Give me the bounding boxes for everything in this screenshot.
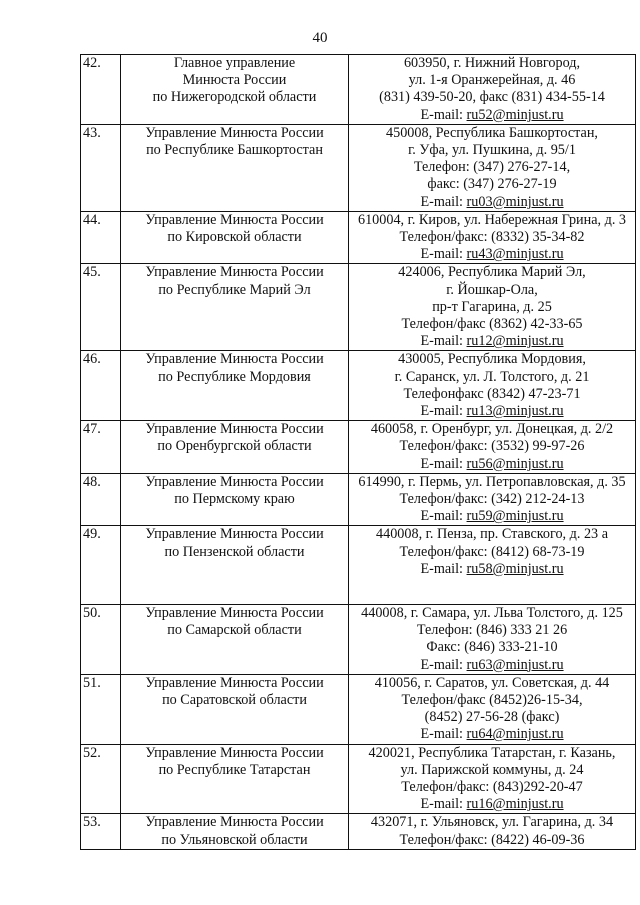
email-label: E-mail: bbox=[420, 403, 463, 420]
contact-line: 450008, Республика Башкортостан, bbox=[386, 124, 598, 141]
office-name-line: Управление Минюста России bbox=[145, 351, 324, 368]
email-line bbox=[351, 657, 633, 674]
email-label: E-mail: bbox=[420, 508, 463, 525]
contact-cell bbox=[349, 674, 636, 744]
office-name-line: по Нижегородской области bbox=[152, 89, 317, 106]
contact-line: Телефон/факс: (8412) 68-73-19 bbox=[399, 543, 585, 560]
contact-line: факс: (347) 276-27-19 bbox=[427, 176, 557, 193]
contact-cell bbox=[349, 55, 636, 125]
table-row bbox=[81, 814, 636, 849]
email-link[interactable]: ru52@minjust.ru bbox=[466, 106, 564, 123]
row-number: 47. bbox=[81, 421, 121, 474]
office-name-cell bbox=[121, 814, 349, 849]
office-name-line: по Республике Марий Эл bbox=[158, 281, 311, 298]
contact-line: 440008, г. Самара, ул. Льва Толстого, д. 125 bbox=[361, 604, 623, 621]
contact-line: Телефонфакс (8342) 47-23-71 bbox=[403, 385, 581, 402]
contact-line: Телефон: (347) 276-27-14, bbox=[413, 159, 571, 176]
table-row bbox=[81, 473, 636, 526]
table-row bbox=[81, 351, 636, 421]
office-name-line: Управление Минюста России bbox=[145, 526, 324, 543]
contact-cell bbox=[349, 526, 636, 604]
office-name-cell bbox=[121, 674, 349, 744]
row-number: 49. bbox=[81, 526, 121, 604]
table-row bbox=[81, 264, 636, 351]
office-name-cell bbox=[121, 351, 349, 421]
email-line bbox=[351, 796, 633, 813]
office-name-line: Минюста России bbox=[182, 72, 287, 89]
office-name-line: по Пермскому краю bbox=[174, 491, 295, 508]
row-number: 44. bbox=[81, 211, 121, 264]
email-link[interactable]: ru64@minjust.ru bbox=[466, 726, 564, 743]
table-row bbox=[81, 211, 636, 264]
office-name-cell bbox=[121, 604, 349, 674]
directory-table bbox=[80, 54, 636, 850]
table-row bbox=[81, 55, 636, 125]
office-name-line: Управление Минюста России bbox=[145, 814, 324, 831]
email-line bbox=[351, 403, 633, 420]
contact-line: 603950, г. Нижний Новгород, bbox=[403, 55, 581, 71]
contact-line: г. Саранск, ул. Л. Толстого, д. 21 bbox=[394, 368, 590, 385]
email-label: E-mail: bbox=[420, 246, 463, 263]
office-name-line: по Республике Мордовия bbox=[158, 368, 311, 385]
contact-line: Телефон/факс: (843)292-20-47 bbox=[401, 778, 583, 795]
office-name-line: по Самарской области bbox=[167, 622, 302, 639]
directory-table-body bbox=[81, 55, 636, 850]
office-name-line: Управление Минюста России bbox=[145, 421, 324, 438]
email-label: E-mail: bbox=[420, 455, 463, 472]
row-number: 45. bbox=[81, 264, 121, 351]
contact-line: ул. 1-я Оранжерейная, д. 46 bbox=[408, 72, 576, 89]
contact-line: 614990, г. Пермь, ул. Петропавловская, д. 35 bbox=[358, 473, 626, 490]
contact-line: 424006, Республика Марий Эл, bbox=[398, 264, 586, 281]
email-label: E-mail: bbox=[420, 796, 463, 813]
office-name-cell bbox=[121, 473, 349, 526]
row-number: 42. bbox=[81, 55, 121, 125]
row-number: 46. bbox=[81, 351, 121, 421]
email-link[interactable]: ru59@minjust.ru bbox=[466, 508, 564, 525]
office-name-line: Управление Минюста России bbox=[145, 264, 324, 281]
contact-line: (8452) 27-56-28 (факс) bbox=[424, 709, 560, 726]
table-row bbox=[81, 674, 636, 744]
email-label: E-mail: bbox=[420, 333, 463, 350]
email-link[interactable]: ru13@minjust.ru bbox=[466, 403, 564, 420]
contact-line: ул. Парижской коммуны, д. 24 bbox=[400, 761, 584, 778]
page-number: 40 bbox=[312, 30, 328, 46]
office-name-line: Управление Минюста России bbox=[145, 473, 324, 490]
contact-line: пр-т Гагарина, д. 25 bbox=[432, 298, 552, 315]
contact-line: Телефон/факс (8452)26-15-34, bbox=[401, 691, 583, 708]
contact-cell bbox=[349, 211, 636, 264]
contact-line: 432071, г. Ульяновск, ул. Гагарина, д. 34 bbox=[370, 814, 614, 831]
email-line bbox=[351, 508, 633, 525]
contact-line: Телефон/факс: (342) 212-24-13 bbox=[399, 491, 585, 508]
email-line bbox=[351, 194, 633, 211]
email-label: E-mail: bbox=[420, 656, 463, 673]
office-name-line: Главное управление bbox=[173, 55, 296, 71]
office-name-line: Управление Минюста России bbox=[145, 674, 324, 691]
contact-line: 460058, г. Оренбург, ул. Донецкая, д. 2/2 bbox=[370, 421, 614, 438]
email-label: E-mail: bbox=[420, 106, 463, 123]
email-link[interactable]: ru12@minjust.ru bbox=[466, 333, 564, 350]
email-link[interactable]: ru58@minjust.ru bbox=[466, 560, 564, 577]
office-name-line: по Пензенской области bbox=[164, 543, 305, 560]
office-name-line: по Оренбургской области bbox=[157, 438, 312, 455]
row-number: 51. bbox=[81, 674, 121, 744]
row-number: 52. bbox=[81, 744, 121, 814]
row-number: 53. bbox=[81, 814, 121, 849]
contact-cell bbox=[349, 351, 636, 421]
email-line bbox=[351, 107, 633, 124]
row-number: 50. bbox=[81, 604, 121, 674]
office-name-cell bbox=[121, 264, 349, 351]
table-row bbox=[81, 421, 636, 474]
contact-cell bbox=[349, 421, 636, 474]
email-link[interactable]: ru03@minjust.ru bbox=[466, 193, 564, 210]
contact-line: Телефон: (846) 333 21 26 bbox=[416, 622, 568, 639]
contact-line: Телефон/факс: (3532) 99-97-26 bbox=[399, 438, 585, 455]
contact-line: 420021, Республика Татарстан, г. Казань, bbox=[368, 744, 616, 761]
contact-cell bbox=[349, 124, 636, 211]
contact-line: Телефон/факс (8362) 42-33-65 bbox=[401, 316, 583, 333]
email-line bbox=[351, 246, 633, 263]
office-name-line: Управление Минюста России bbox=[145, 124, 324, 141]
contact-cell bbox=[349, 264, 636, 351]
office-name-cell bbox=[121, 744, 349, 814]
contact-line: г. Уфа, ул. Пушкина, д. 95/1 bbox=[408, 142, 576, 159]
office-name-line: Управление Минюста России bbox=[145, 744, 324, 761]
email-link[interactable]: ru63@minjust.ru bbox=[466, 656, 564, 673]
row-number: 43. bbox=[81, 124, 121, 211]
contact-cell bbox=[349, 814, 636, 849]
email-label: E-mail: bbox=[420, 560, 463, 577]
row-number: 48. bbox=[81, 473, 121, 526]
office-name-line: по Ульяновской области bbox=[161, 831, 308, 848]
table-row bbox=[81, 744, 636, 814]
contact-line: 440008, г. Пенза, пр. Ставского, д. 23 а bbox=[376, 526, 608, 543]
email-label: E-mail: bbox=[420, 726, 463, 743]
office-name-line: Управление Минюста России bbox=[145, 604, 324, 621]
email-line bbox=[351, 726, 633, 743]
office-name-cell bbox=[121, 211, 349, 264]
email-line bbox=[351, 333, 633, 350]
email-link[interactable]: ru16@minjust.ru bbox=[466, 796, 564, 813]
office-name-line: Управление Минюста России bbox=[145, 211, 324, 228]
email-link[interactable]: ru43@minjust.ru bbox=[466, 246, 564, 263]
office-name-cell bbox=[121, 421, 349, 474]
office-name-line: по Республике Башкортостан bbox=[146, 142, 323, 159]
email-link[interactable]: ru56@minjust.ru bbox=[466, 455, 564, 472]
table-row bbox=[81, 604, 636, 674]
contact-cell bbox=[349, 744, 636, 814]
email-line bbox=[351, 561, 633, 578]
office-name-cell bbox=[121, 526, 349, 604]
contact-line: 610004, г. Киров, ул. Набережная Грина, д. 3 bbox=[357, 211, 627, 228]
contact-line: г. Йошкар-Ола, bbox=[446, 281, 538, 298]
office-name-line: по Кировской области bbox=[167, 229, 302, 246]
contact-line: (831) 439-50-20, факс (831) 434-55-14 bbox=[379, 89, 605, 106]
contact-line: 430005, Республика Мордовия, bbox=[398, 351, 586, 368]
contact-line: 410056, г. Саратов, ул. Советская, д. 44 bbox=[374, 674, 610, 691]
table-row bbox=[81, 124, 636, 211]
contact-cell bbox=[349, 604, 636, 674]
office-name-cell bbox=[121, 124, 349, 211]
email-label: E-mail: bbox=[420, 193, 463, 210]
contact-line: Телефон/факс: (8332) 35-34-82 bbox=[399, 229, 585, 246]
email-line bbox=[351, 456, 633, 473]
office-name-line: по Саратовской области bbox=[162, 691, 307, 708]
contact-line: Телефон/факс: (8422) 46-09-36 bbox=[399, 831, 585, 848]
office-name-cell bbox=[121, 55, 349, 125]
contact-line: Факс: (846) 333-21-10 bbox=[426, 639, 558, 656]
office-name-line: по Республике Татарстан bbox=[158, 761, 311, 778]
table-row bbox=[81, 526, 636, 604]
contact-cell bbox=[349, 473, 636, 526]
